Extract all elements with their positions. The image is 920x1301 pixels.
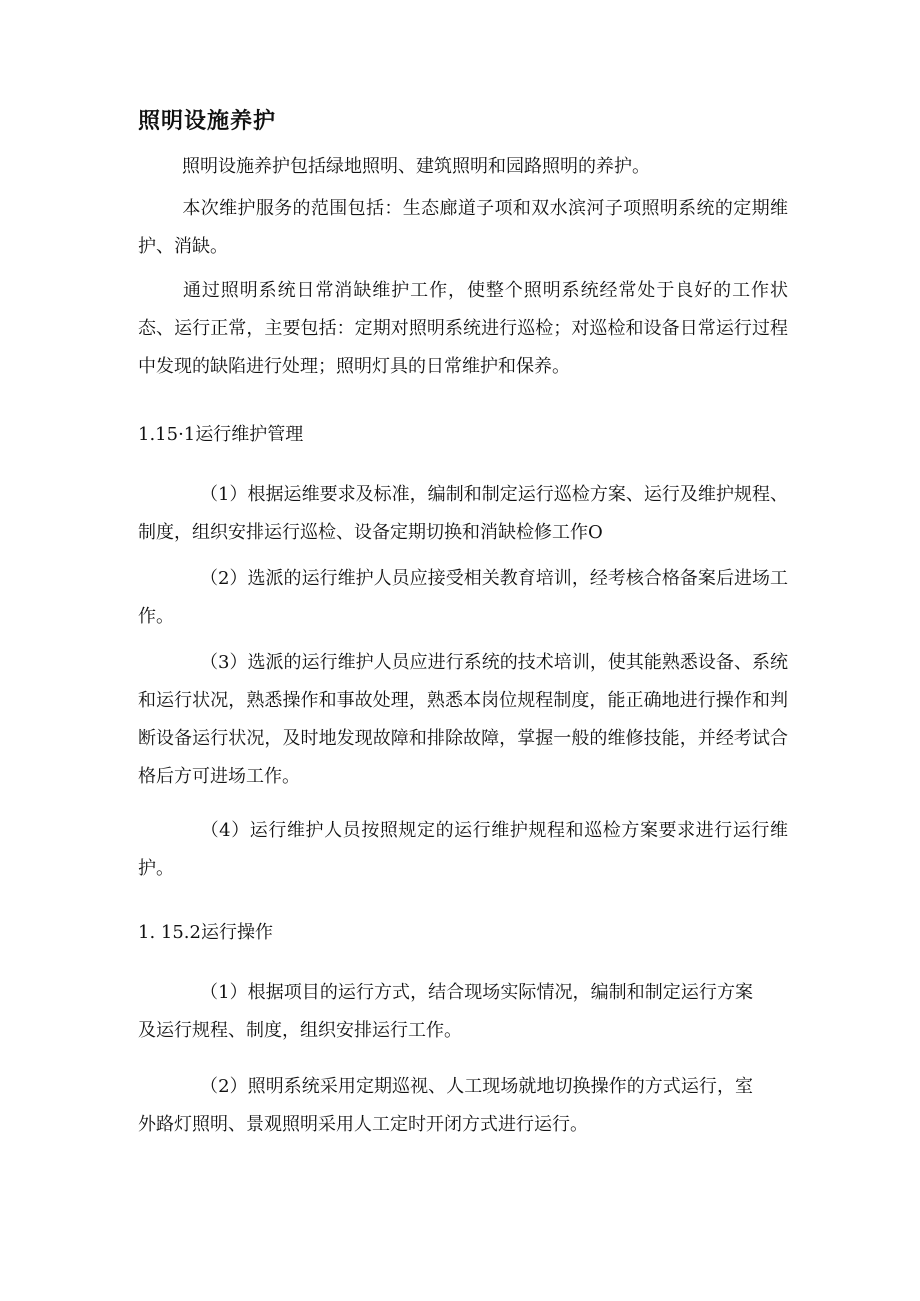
paragraph-text: 通过照明系统日常消缺维护工作，使整个照明系统经常处于良好的工作状态、运行正常，主要包括：定期对照明系统进行巡检；对巡检和设备日常运行过程中发现的缺陷进行处理；照明灯具的日常维护和保养。 [138, 280, 788, 377]
list-item [138, 476, 788, 552]
paragraph-scope-overview [138, 148, 788, 186]
list-item [138, 560, 788, 636]
list-item-text: （4）运行维护人员按照规定的运行维护规程和巡检方案要求进行运行维护。 [138, 820, 788, 879]
list-item-text: （1）根据运维要求及标准，编制和制定运行巡检方案、运行及维护规程、制度，组织安排运行巡检、设备定期切换和消缺检修工作O [138, 484, 788, 543]
list-item-text: （2）选派的运行维护人员应接受相关教育培训，经考核合格备案后进场工作。 [138, 568, 788, 627]
list-item [138, 1068, 753, 1144]
section-heading-operation-management: 1.15·1运行维护管理 [138, 424, 304, 445]
document-title: 照明设施养护 [138, 109, 277, 134]
list-item-text: （2）照明系统采用定期巡视、人工现场就地切换操作的方式运行，室外路灯照明、景观照明采用人工定时开闭方式进行运行。 [138, 1076, 753, 1135]
list-item [138, 812, 788, 888]
paragraph-maintenance-work [138, 272, 788, 386]
list-item-text: （1）根据项目的运行方式，结合现场实际情况，编制和制定运行方案及运行规程、制度，组织安排运行工作。 [138, 982, 753, 1041]
paragraph-text: 本次维护服务的范围包括：生态廊道子项和双水滨河子项照明系统的定期维护、消缺。 [138, 198, 788, 257]
section-heading-operation: 1. 15.2运行操作 [138, 922, 273, 943]
list-item [138, 974, 753, 1050]
paragraph-text: 照明设施养护包括绿地照明、建筑照明和园路照明的养护。 [182, 156, 650, 177]
paragraph-service-range [138, 190, 788, 266]
list-item [138, 644, 788, 796]
list-item-text: （3）选派的运行维护人员应进行系统的技术培训，使其能熟悉设备、系统和运行状况，熟悉操作和事故处理，熟悉本岗位规程制度，能正确地进行操作和判断设备运行状况，及时地发现故障和排除故障，掌握一般的维修技能，并经考试合格后方可进场工作。 [138, 652, 788, 787]
